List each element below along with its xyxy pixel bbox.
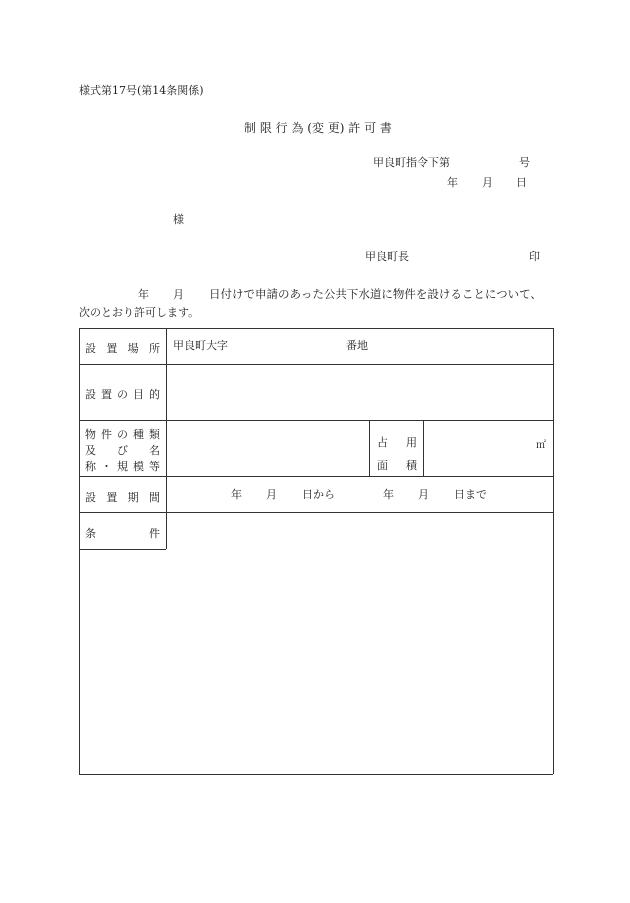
occupancy-divider-left — [369, 420, 370, 476]
conditions-value — [168, 514, 552, 772]
body-month: 月 — [173, 288, 184, 301]
period-to-month: 月 — [418, 488, 429, 501]
issuer-name: 甲良町長 — [365, 250, 409, 263]
object-label-line1: 物 件 の 種 類 — [85, 428, 160, 441]
row-divider — [79, 512, 553, 513]
table-border-left — [79, 328, 80, 774]
conditions-label-text: 条 件 — [85, 527, 160, 540]
issue-date-month: 月 — [482, 176, 493, 189]
location-town: 甲良町大字 — [173, 339, 228, 352]
document-title: 制 限 行 為 (変 更) 許 可 書 — [244, 121, 392, 135]
purpose-label — [85, 386, 160, 402]
body-line2: 次のとおり許可します。 — [79, 306, 200, 319]
row-divider — [79, 364, 553, 365]
conditions-label — [85, 525, 160, 541]
location-label-text: 設 置 場 所 — [85, 342, 160, 355]
occupancy-label — [377, 431, 417, 477]
doc-number-suffix: 号 — [519, 156, 530, 169]
conditions-label-bottom — [79, 549, 166, 550]
body-year: 年 — [138, 288, 149, 301]
addressee-suffix: 様 — [173, 213, 184, 226]
issuer-seal: 印 — [529, 250, 540, 263]
occupancy-divider-right — [423, 420, 424, 476]
period-to-day: 日まで — [454, 488, 487, 501]
table-border-top — [79, 328, 553, 329]
period-from-year: 年 — [231, 488, 242, 501]
period-from-day: 日から — [302, 488, 335, 501]
table-border-right — [553, 328, 554, 774]
table-border-bottom — [79, 774, 553, 775]
period-label-text: 設 置 期 間 — [85, 491, 160, 504]
label-column-divider — [166, 328, 167, 549]
issue-date-day: 日 — [516, 176, 527, 189]
area-unit: ㎡ — [536, 440, 546, 451]
period-from-month: 月 — [266, 488, 277, 501]
purpose-label-text: 設 置 の 目 的 — [85, 388, 160, 401]
issue-date-year: 年 — [447, 176, 458, 189]
form-label: 様式第17号(第14条関係) — [79, 84, 204, 97]
row-divider — [79, 476, 553, 477]
period-to-year: 年 — [383, 488, 394, 501]
row-divider — [79, 420, 553, 421]
period-label — [85, 489, 160, 505]
occupancy-label-line2: 面 積 — [377, 459, 417, 472]
object-label-line2: 及 び 名 — [85, 444, 160, 457]
purpose-value — [168, 366, 552, 419]
doc-number-prefix: 甲良町指令下第 — [373, 156, 450, 169]
object-label-line3: 称 ・ 規 模 等 — [85, 460, 160, 473]
location-banchi: 番地 — [346, 339, 368, 352]
body-line1: 日付けで申請のあった公共下水道に物件を設けることについて、 — [209, 287, 542, 301]
occupancy-label-line1: 占 用 — [377, 436, 417, 449]
object-label — [85, 427, 160, 475]
location-label — [85, 340, 160, 356]
